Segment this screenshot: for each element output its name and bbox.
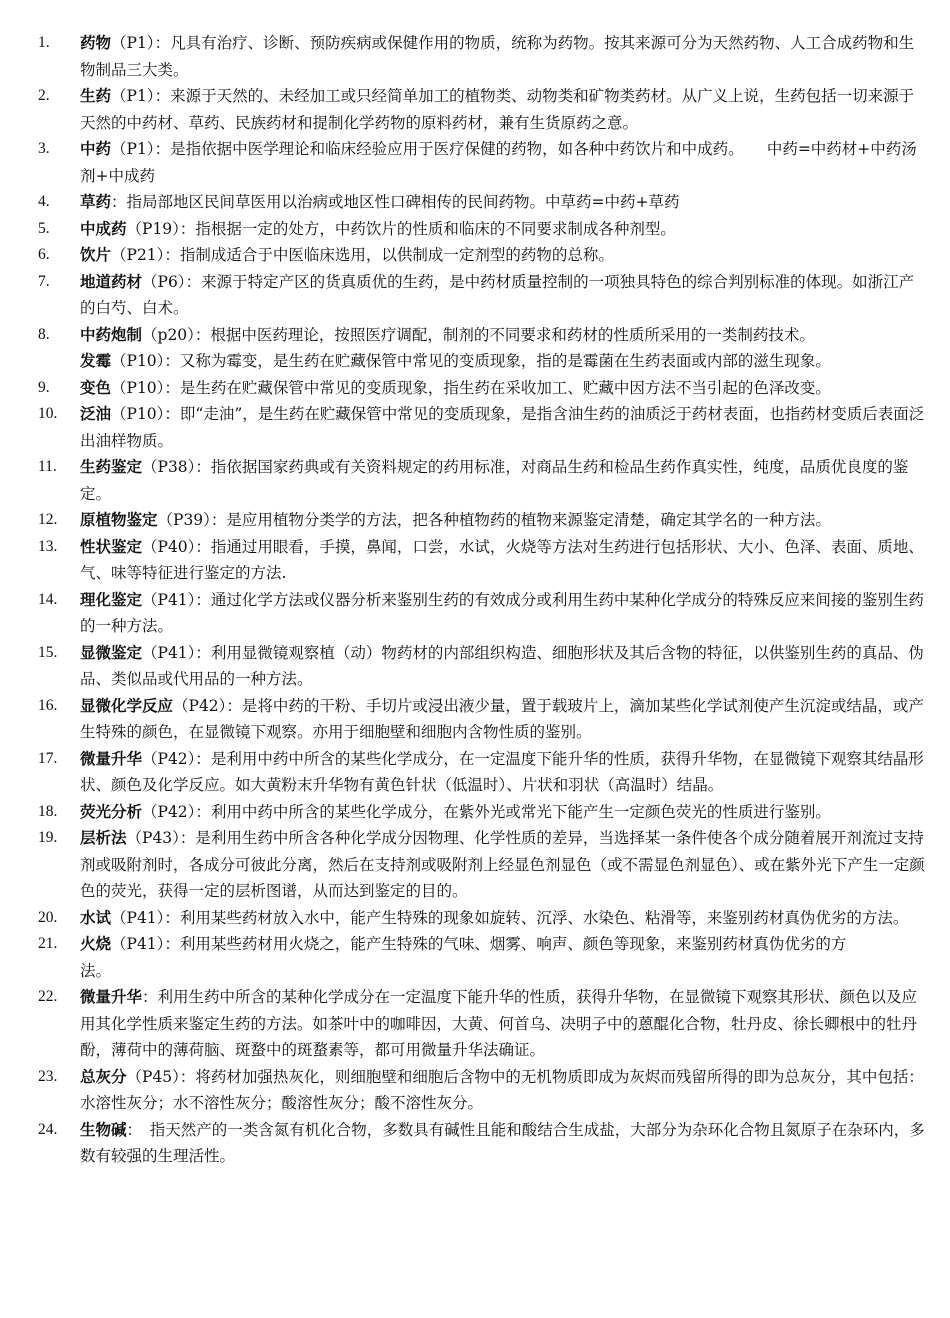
item-number: 6. xyxy=(38,246,50,263)
item-number: 13. xyxy=(38,537,58,555)
term: 原植物鉴定 xyxy=(80,510,158,529)
list-item xyxy=(0,507,950,534)
page-ref: （P41） xyxy=(142,643,196,662)
list-item xyxy=(0,905,950,932)
definition: ：利用生药中所含的某种化学成分在一定温度下能升华的性质，获得升华物，在显微镜下观察其形状、颜色以及应用其化学性质来鉴定生药的方法。如茶叶中的咖啡因，大黄、何首乌、决明子中的蒽醌化合物，牡丹皮、徐长卿根中的牡丹酚，薄荷中的薄荷脑、斑蝥中的斑蝥素等，都可用微量升华法确证。 xyxy=(80,988,918,1059)
item-number: 11. xyxy=(38,458,57,475)
term: 火烧 xyxy=(80,934,112,953)
definition: ：指依据国家药典或有关资料规定的药用标准，对商品生药和检品生药作真实性，纯度，品质优良度的鉴定。 xyxy=(80,458,909,503)
definition: ：即“走油”，是生药在贮藏保管中常见的变质现象，是指含油生药的油质泛于药材表面，也指药材变质后表面泛出油样物质。 xyxy=(80,405,925,450)
page-ref: （P45） xyxy=(126,1067,180,1086)
definition: ：是利用中药中所含的某些化学成分，在一定温度下能升华的性质，获得升华物，在显微镜下观察其结晶形状、颜色及化学反应。如大黄粉末升华物有黄色针状（低温时）、片状和羽状（高温时）结晶。 xyxy=(80,749,924,794)
list-item xyxy=(0,269,950,322)
list-item xyxy=(0,693,950,746)
term: 显微鉴定 xyxy=(80,642,143,662)
page-ref: （P41） xyxy=(111,908,165,927)
page-ref: （P10） xyxy=(111,352,165,370)
list-item xyxy=(0,825,950,905)
item-number: 24. xyxy=(38,1120,58,1138)
item-number: 20. xyxy=(38,908,58,926)
list-item xyxy=(0,375,950,402)
term: 生药鉴定 xyxy=(80,457,143,476)
list-item xyxy=(0,83,950,136)
definition: ：来源于天然的、未经加工或只经简单加工的植物类、动物类和矿物类药材。从广义上说，生药包括一切来源于天然的中药材、草药、民族药材和提制化学药物的原料药材，兼有生货原药之意。 xyxy=(80,87,915,132)
term: 理化鉴定 xyxy=(80,589,143,609)
page-ref: （P42） xyxy=(142,802,196,821)
item-number: 16. xyxy=(38,696,58,714)
definition: ：利用某些药材用火烧之，能产生特殊的气味、烟雾、响声、颜色等现象，来鉴别药材真伪优劣的方法。 xyxy=(80,935,847,980)
definition: ：又称为霉变，是生药在贮藏保管中常见的变质现象，指的是霉菌在生药表面或内部的滋生现象。 xyxy=(164,352,831,370)
page-ref: （P41） xyxy=(142,590,196,609)
term: 中成药 xyxy=(80,218,127,238)
page-ref: （P1） xyxy=(111,140,155,158)
list-item xyxy=(0,1064,950,1117)
list-item xyxy=(0,746,950,799)
item-number: 2. xyxy=(38,87,50,104)
term: 层析法 xyxy=(80,828,127,847)
page-ref: （P6） xyxy=(142,272,186,291)
item-number: 7. xyxy=(38,272,50,290)
page-ref: （P42） xyxy=(173,696,227,715)
definition: ：是应用植物分类学的方法，把各种植物药的植物来源鉴定清楚，确定其学名的一种方法。 xyxy=(210,511,831,529)
list-item xyxy=(0,322,950,349)
list-item xyxy=(0,984,950,1064)
definition: ：利用中药中所含的某些化学成分，在紫外光或常光下能产生一定颜色荧光的性质进行鉴别。 xyxy=(195,802,831,821)
term: 总灰分 xyxy=(80,1066,127,1086)
list-item xyxy=(0,534,950,587)
list-item xyxy=(0,799,950,826)
definition: ：是生药在贮藏保管中常见的变质现象，指生药在采收加工、贮藏中因方法不当引起的色泽改变。 xyxy=(164,378,831,397)
item-number: 22. xyxy=(38,988,58,1005)
term: 生物碱 xyxy=(80,1119,127,1139)
definition: ：是将中药的干粉、手切片或浸出液少量，置于载玻片上，滴加某些化学试剂使产生沉淀或结晶，或产生特殊的颜色，在显微镜下观察。亦用于细胞壁和细胞内含物性质的鉴别。 xyxy=(80,696,924,741)
list-item xyxy=(0,242,950,269)
term: 发霉 xyxy=(80,351,112,370)
page-ref: （P40） xyxy=(142,537,196,556)
term: 草药 xyxy=(80,192,112,211)
item-number: 19. xyxy=(38,829,58,846)
definition: ：通过化学方法或仪器分析来鉴别生药的有效成分或利用生药中某种化学成分的特殊反应来间接的鉴别生药的一种方法。 xyxy=(80,590,924,635)
term: 显微化学反应 xyxy=(80,695,174,715)
definition: ：指局部地区民间草医用以治病或地区性口碑相传的民间药物。中草药=中药+草药 xyxy=(111,193,680,211)
definition: ：是利用生药中所含各种化学成分因物理、化学性质的差异，当选择某一条件使各个成分随着展开剂流过支持剂或吸附剂时，各成分可彼此分离，然后在支持剂或吸附剂上经显色剂显色（或不需显色剂显色）、或在紫外光下产生一定颜色的荧光，获得一定的层析图谱，从而达到鉴定的目的。 xyxy=(80,829,925,900)
page-ref: （P10） xyxy=(111,378,165,397)
definition: ：利用显微镜观察植（动）物药材的内部组织构造、细胞形状及其后含物的特征，以供鉴别生药的真品、伪品、类似品或代用品的一种方法。 xyxy=(80,643,924,688)
term: 变色 xyxy=(80,377,112,397)
page-ref: （P10） xyxy=(111,405,165,423)
item-number: 8. xyxy=(38,325,50,343)
document-page xyxy=(0,30,950,1170)
definition: ： 指天然产的一类含氮有机化合物，多数具有碱性且能和酸结合生成盐，大部分为杂环化合物且氮原子在杂环内，多数有较强的生理活性。 xyxy=(80,1120,925,1165)
item-number: 15. xyxy=(38,643,58,661)
list-item xyxy=(0,189,950,216)
page-ref: （P38） xyxy=(142,458,196,476)
page-ref: （P41） xyxy=(111,935,165,953)
page-ref: （P21） xyxy=(111,246,165,264)
item-number: 14. xyxy=(38,590,58,608)
definition: ：指通过用眼看，手摸，鼻闻，口尝，水试，火烧等方法对生药进行包括形状、大小、色泽、表面、质地、气、味等特征进行鉴定的方法. xyxy=(80,537,924,582)
page-ref: （P1） xyxy=(111,87,155,105)
item-number: 18. xyxy=(38,802,58,820)
list-item xyxy=(0,136,950,189)
item-number: 10. xyxy=(38,405,58,422)
definition: ：根据中医药理论，按照医疗调配，制剂的不同要求和药材的性质所采用的一类制药技术。 xyxy=(194,325,815,344)
item-number: 21. xyxy=(38,935,58,952)
term: 药物 xyxy=(80,33,112,52)
list-item xyxy=(0,216,950,243)
term: 生药 xyxy=(80,86,112,105)
list-item xyxy=(0,30,950,83)
page-ref: （P43） xyxy=(126,829,180,847)
item-number: 5. xyxy=(38,219,50,237)
item-number: 4. xyxy=(38,193,50,210)
term: 中药 xyxy=(80,139,112,158)
item-number: 9. xyxy=(38,378,50,396)
term: 性状鉴定 xyxy=(80,536,143,556)
item-number: 1. xyxy=(38,34,50,51)
list-item xyxy=(0,401,950,454)
definition: ：利用某些药材放入水中，能产生特殊的现象如旋转、沉浮、水染色、粘滑等，来鉴别药材真伪优劣的方法。 xyxy=(164,908,909,927)
definition: ：指制成适合于中医临床选用，以供制成一定剂型的药物的总称。 xyxy=(164,246,614,264)
list-item xyxy=(0,640,950,693)
term: 中药炮制 xyxy=(80,324,143,344)
page-ref: （P39） xyxy=(157,511,211,529)
term: 微量升华 xyxy=(80,748,143,768)
term: 微量升华 xyxy=(80,987,143,1006)
term: 地道药材 xyxy=(80,271,143,291)
item-number: 12. xyxy=(38,511,58,528)
definition: ：来源于特定产区的货真质优的生药，是中药材质量控制的一项独具特色的综合判别标准的体现。如浙江产的白芍、白术。 xyxy=(80,272,915,317)
list-item xyxy=(0,587,950,640)
list-item xyxy=(0,348,950,375)
page-ref: （p20） xyxy=(142,325,195,344)
page-ref: （P19） xyxy=(126,219,180,238)
list-item xyxy=(0,454,950,507)
item-number: 3. xyxy=(38,140,50,157)
definition: ：指根据一定的处方，中药饮片的性质和临床的不同要求制成各种剂型。 xyxy=(179,219,676,238)
definition: ：将药材加强热灰化，则细胞壁和细胞后含物中的无机物质即成为灰烬而残留所得的即为总灰分，其中包括：水溶性灰分；水不溶性灰分；酸溶性灰分；酸不溶性灰分。 xyxy=(80,1067,924,1112)
item-number: 23. xyxy=(38,1067,58,1085)
list-item xyxy=(0,1117,950,1170)
page-ref: （P42） xyxy=(142,749,196,768)
page-ref: （P1） xyxy=(111,34,155,52)
term: 泛油 xyxy=(80,404,112,423)
term: 荧光分析 xyxy=(80,801,143,821)
term: 饮片 xyxy=(80,245,112,264)
definition: ：凡具有治疗、诊断、预防疾病或保健作用的物质，统称为药物。按其来源可分为天然药物、人工合成药物和生物制品三大类。 xyxy=(80,34,915,79)
definition: ：是指依据中医学理论和临床经验应用于医疗保健的药物，如各种中药饮片和中成药。 中药=中药材+中药汤剂+中成药 xyxy=(80,140,917,185)
item-number: 17. xyxy=(38,749,58,767)
list-item xyxy=(0,931,950,984)
term: 水试 xyxy=(80,907,112,927)
